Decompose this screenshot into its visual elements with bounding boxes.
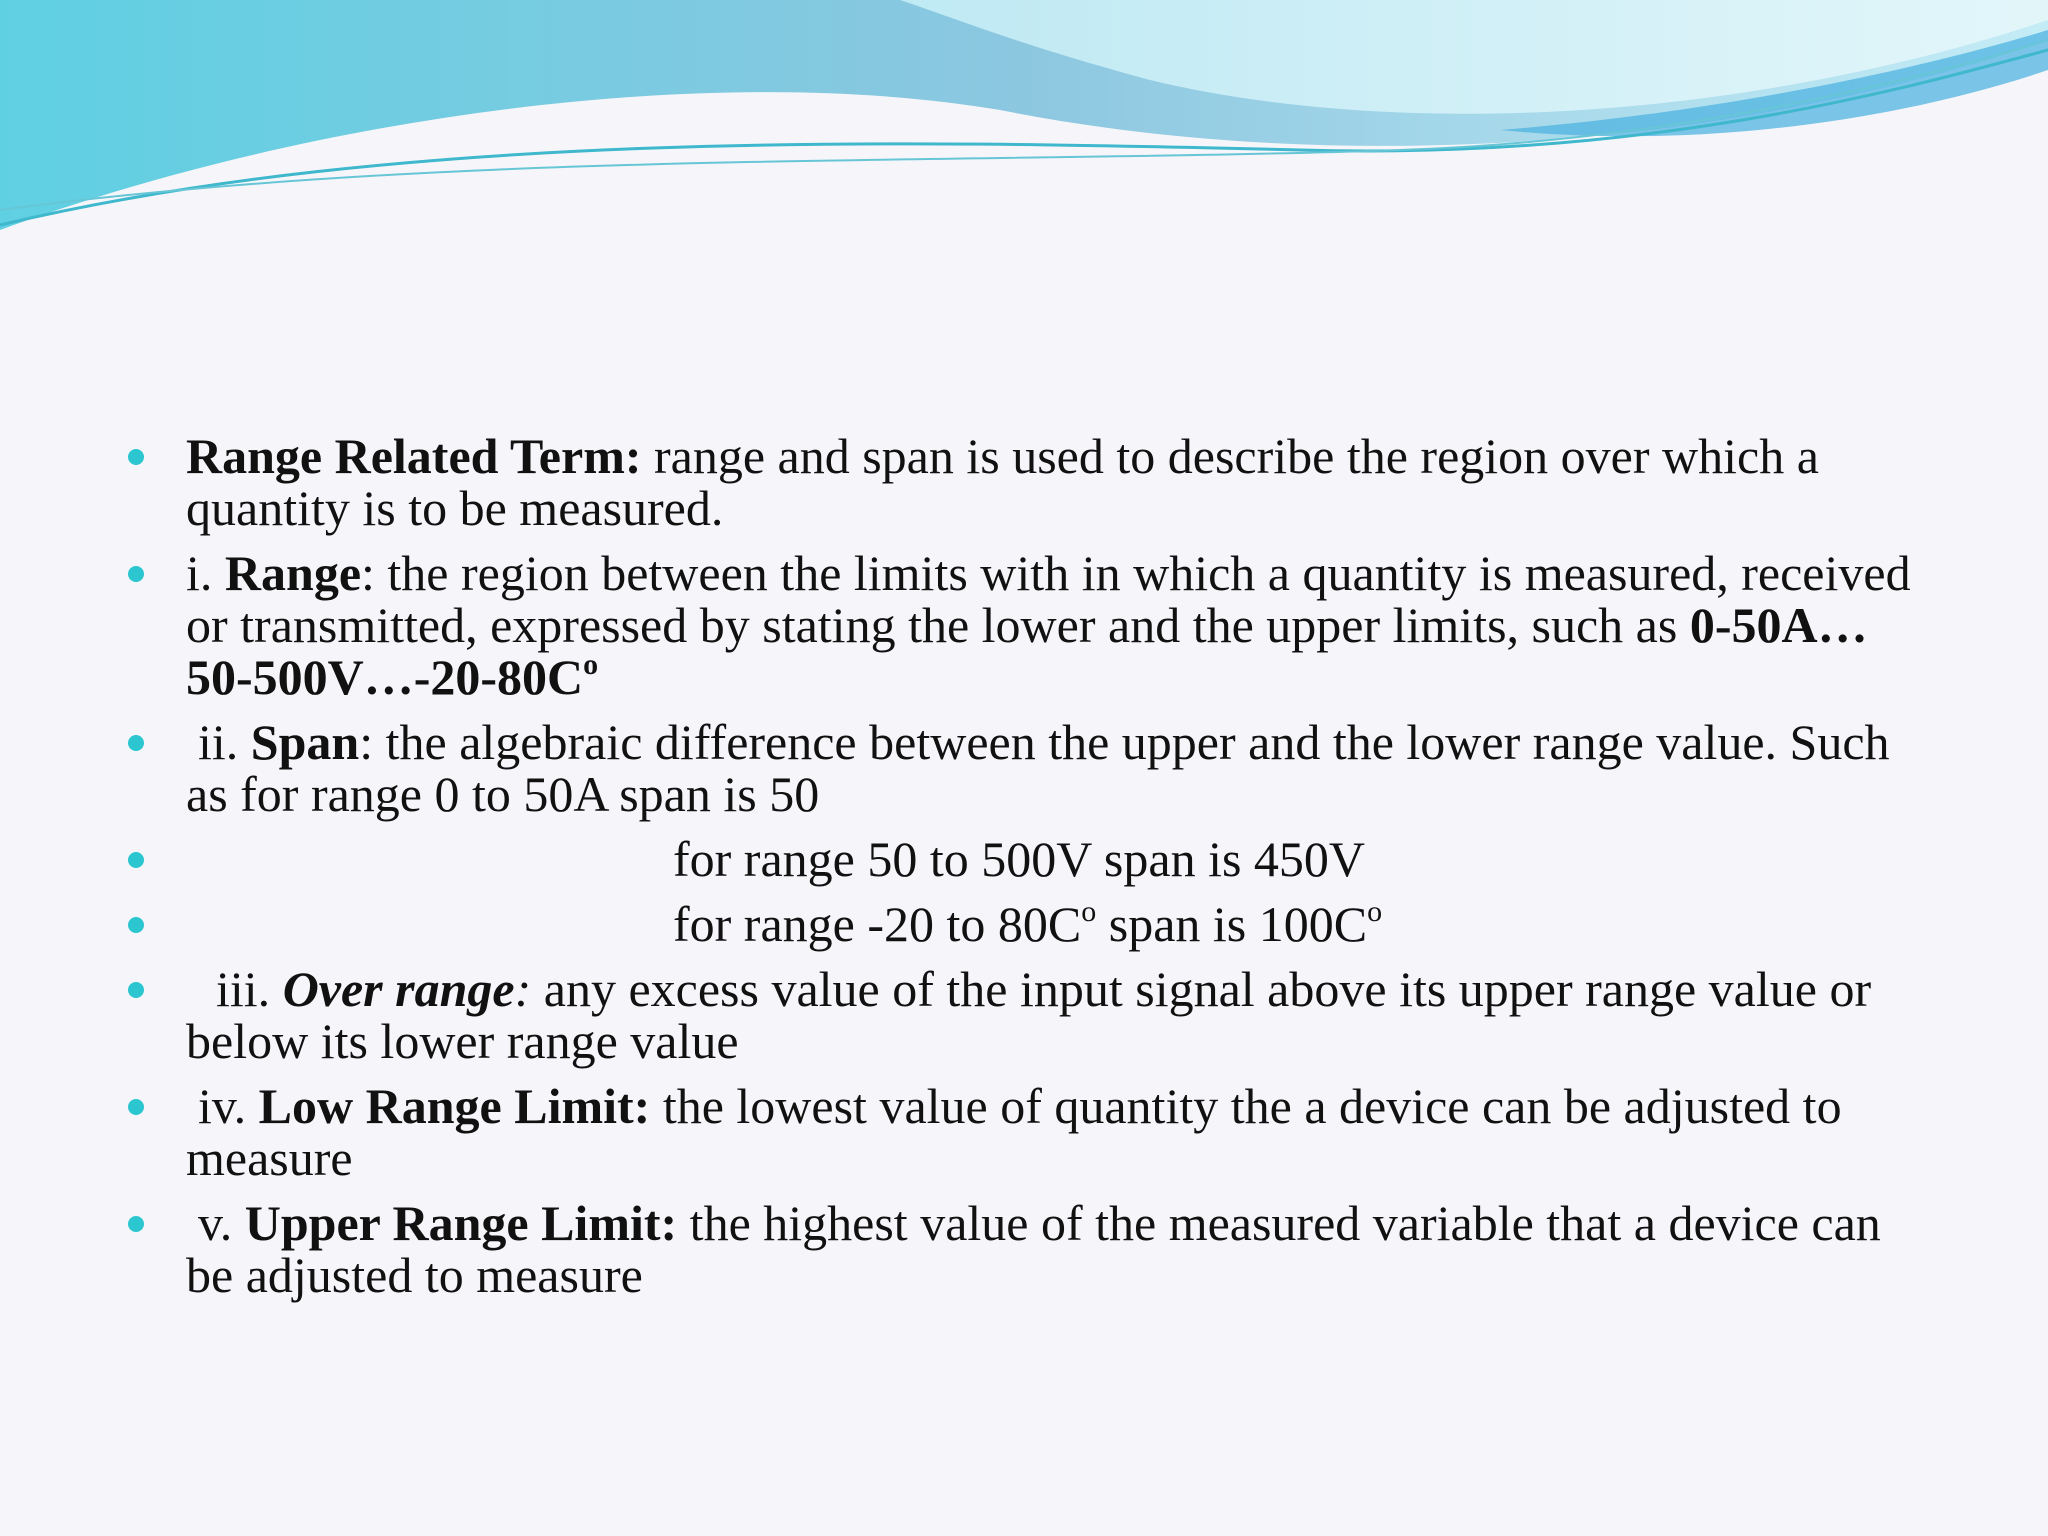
- degree-sup: o: [583, 648, 599, 681]
- bullet-range: [126, 547, 1926, 703]
- term-text: the lowest value of quantity the a device can be adjusted to measure: [186, 1078, 1842, 1186]
- slide-body: [126, 430, 1926, 1314]
- bullet-dot: [128, 449, 144, 465]
- bullet-range-related-term: [126, 430, 1926, 534]
- bullet-span: [126, 716, 1926, 820]
- bullet-dot: [128, 917, 144, 933]
- bullet-dot: [128, 1099, 144, 1115]
- term-text: any excess value of the input signal above its upper range value or below its lower range value: [186, 961, 1872, 1069]
- item-prefix: iv.: [198, 1078, 259, 1134]
- degree-sup: o: [1081, 895, 1097, 928]
- term-text: : the region between the limits with in which a quantity is measured, received or transmitted, expressed by stating the lower and the upper limits, such as: [186, 545, 1911, 653]
- bullet-span-example-voltage: [126, 833, 1926, 885]
- item-prefix: iii.: [216, 961, 283, 1017]
- bullet-over-range: [126, 963, 1926, 1067]
- term-label: Span: [250, 714, 360, 770]
- term-label: Over range: [282, 961, 515, 1017]
- degree-sup: o: [1367, 895, 1383, 928]
- term-text: range and span is used to describe the region over which a quantity is to be measured.: [186, 428, 1819, 536]
- header-wave-decoration: [0, 0, 2048, 260]
- bullet-low-range-limit: [126, 1080, 1926, 1184]
- bullet-dot: [128, 852, 144, 868]
- item-prefix: i.: [186, 545, 225, 601]
- term-text: : the algebraic difference between the upper and the lower range value. Such as for range 0 to 50A span is 50: [186, 714, 1890, 822]
- example-text-b: span is 100C: [1096, 896, 1368, 952]
- range-examples: 0-50A…50-500V…-20-80C: [186, 597, 1868, 705]
- bullet-dot: [128, 566, 144, 582]
- bullet-dot: [128, 1216, 144, 1232]
- bullet-dot: [128, 982, 144, 998]
- example-text: for range 50 to 500V span is 450V: [673, 831, 1366, 887]
- term-colon: :: [514, 961, 532, 1017]
- bullet-upper-range-limit: [126, 1197, 1926, 1301]
- term-label: Upper Range Limit:: [244, 1195, 678, 1251]
- example-text-a: for range -20 to 80C: [673, 896, 1082, 952]
- bullet-list: [126, 430, 1926, 1301]
- item-prefix: ii.: [198, 714, 251, 770]
- term-label: Range Related Term:: [186, 428, 642, 484]
- bullet-span-example-temperature: [126, 895, 1926, 952]
- term-text: the highest value of the measured variable that a device can be adjusted to measure: [186, 1195, 1881, 1303]
- term-label: Low Range Limit:: [258, 1078, 651, 1134]
- bullet-dot: [128, 735, 144, 751]
- item-prefix: v.: [198, 1195, 245, 1251]
- term-label: Range: [224, 545, 362, 601]
